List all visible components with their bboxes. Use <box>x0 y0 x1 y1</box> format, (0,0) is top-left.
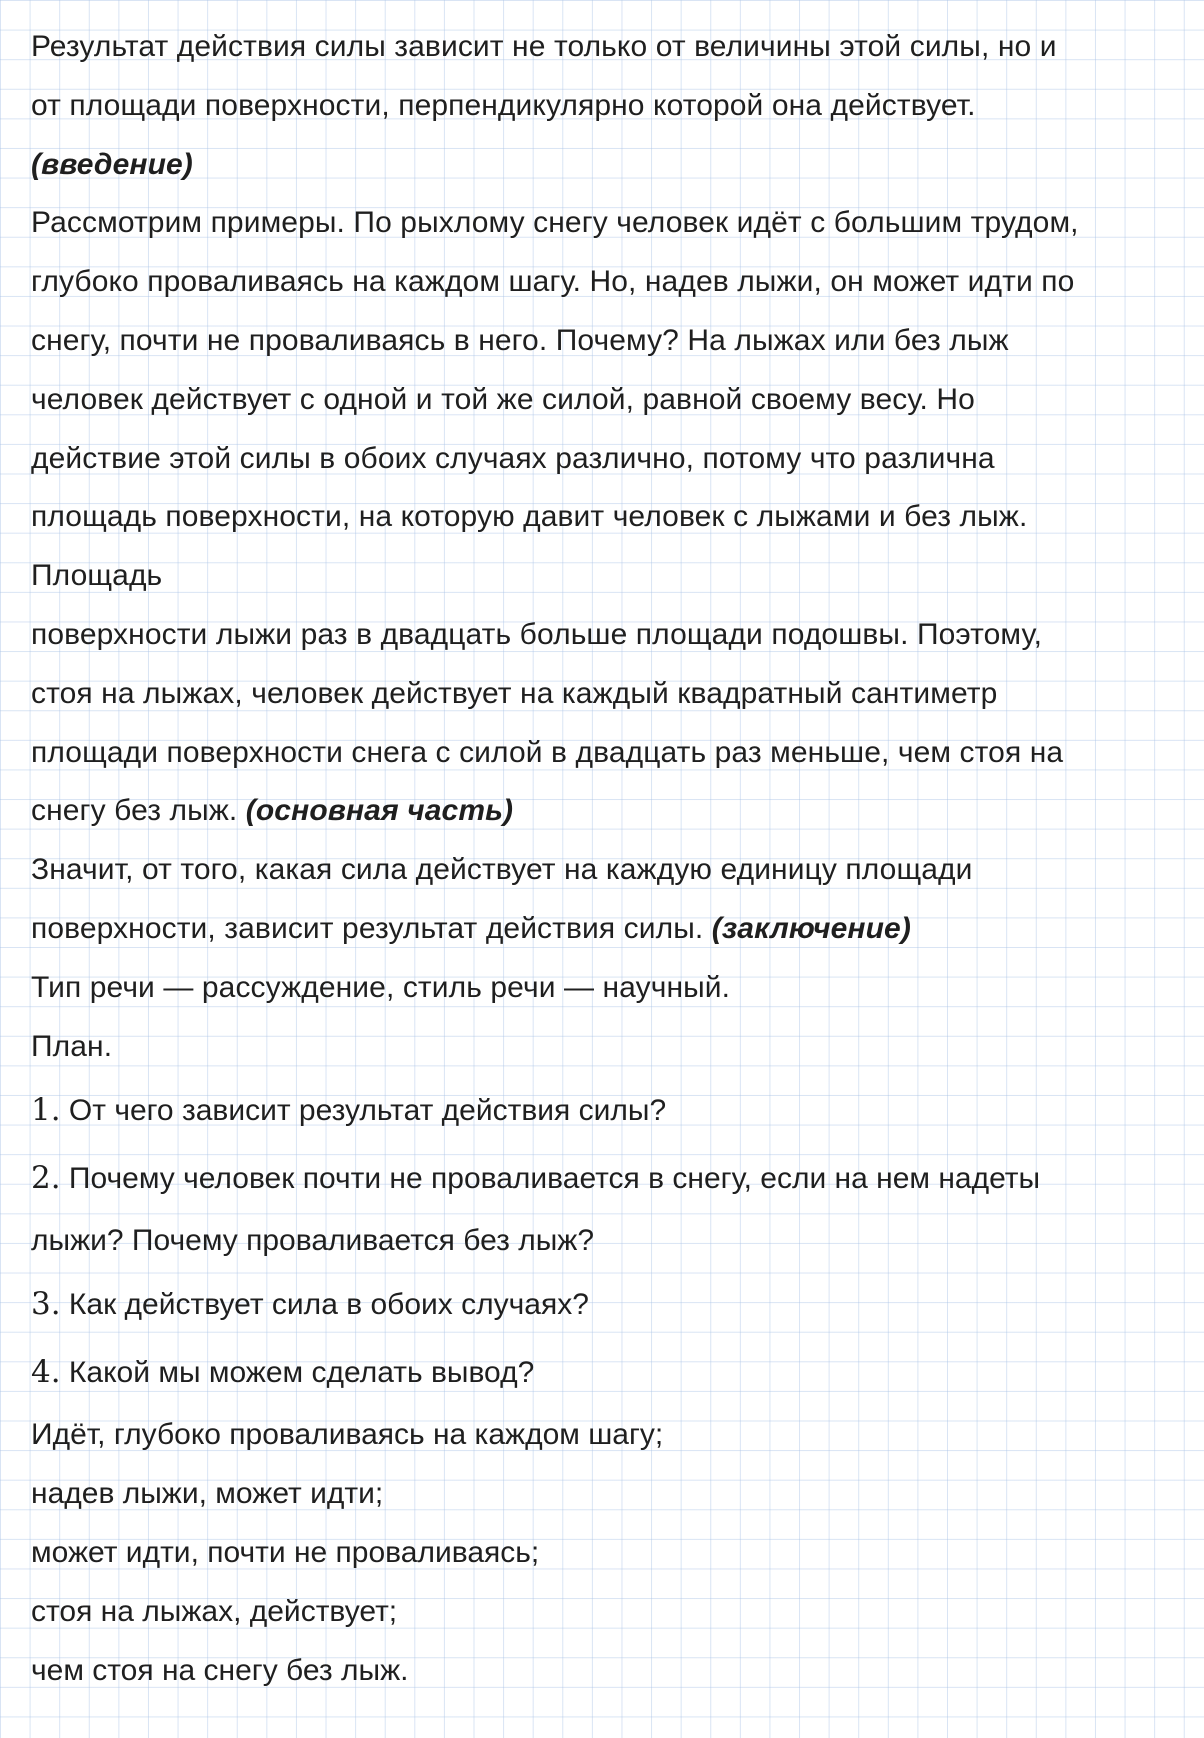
main-line-3: снегу, почти не проваливаясь в него. Почему? На лыжах или без лыж <box>31 323 1009 357</box>
plan-item-1 <box>31 1076 1204 1144</box>
plan-item-4 <box>31 1338 1204 1406</box>
plan-item-3 <box>31 1270 1204 1338</box>
main-line-4: человек действует с одной и той же силой, равной своему весу. Но <box>31 382 975 416</box>
intro-tag: (введение) <box>31 147 193 181</box>
phrase-3: может идти, почти не проваливаясь; <box>31 1535 540 1569</box>
main-line-8: поверхности лыжи раз в двадцать больше площади подошвы. Поэтому, <box>31 617 1043 651</box>
main-line-2: глубоко проваливаясь на каждом шагу. Но, надев лыжи, он может идти по <box>31 265 1075 299</box>
conclusion-tag: (заключение) <box>711 911 911 945</box>
main-last-text: снегу без лыж. <box>31 794 246 828</box>
main-line-9: стоя на лыжах, человек действует на каждый квадратный сантиметр <box>31 676 998 710</box>
main-line-10: площади поверхности снега с силой в двадцать раз меньше, чем стоя на <box>31 735 1064 769</box>
phrase-1: Идёт, глубоко проваливаясь на каждом шагу; <box>31 1418 664 1452</box>
plan-item-number: 2. <box>31 1160 61 1197</box>
plan-item-text: От чего зависит результат действия силы? <box>60 1094 667 1128</box>
plan-item-2 <box>31 1144 1204 1212</box>
main-line-7: Площадь <box>31 559 163 593</box>
main-line-5: действие этой силы в обоих случаях различно, потому что различна <box>31 441 995 475</box>
plan-item-text: Какой мы можем сделать вывод? <box>60 1356 535 1390</box>
plan-item-number: 1. <box>31 1092 61 1129</box>
plan-item-text: Как действует сила в обоих случаях? <box>60 1288 589 1322</box>
plan-item-2-continuation: лыжи? Почему проваливается без лыж? <box>31 1224 595 1258</box>
main-last-line <box>31 782 1204 841</box>
phrase-5: чем стоя на снегу без лыж. <box>31 1653 409 1687</box>
plan-item-number: 3. <box>31 1286 61 1323</box>
main-line-1: Рассмотрим примеры. По рыхлому снегу человек идёт с большим трудом, <box>31 206 1079 240</box>
main-tag: (основная часть) <box>245 794 514 828</box>
plan-item-number: 4. <box>31 1354 61 1391</box>
intro-line-2: от площади поверхности, перпендикулярно которой она действует. <box>31 88 976 122</box>
phrase-4: стоя на лыжах, действует; <box>31 1594 398 1628</box>
intro-line-1: Результат действия силы зависит не только от величины этой силы, но и <box>31 30 1057 63</box>
conclusion-line-2 <box>31 900 1204 959</box>
plan-title: План. <box>31 1029 113 1063</box>
phrase-2: надев лыжи, может идти; <box>31 1477 384 1511</box>
speech-type: Тип речи — рассуждение, стиль речи — научный. <box>31 970 731 1004</box>
plan-item-text: Почему человек почти не проваливается в снегу, если на нем надеты <box>60 1162 1041 1196</box>
conclusion-line-1: Значит, от того, какая сила действует на каждую единицу площади <box>31 853 973 887</box>
conclusion-text: поверхности, зависит результат действия силы. <box>31 911 712 945</box>
intro-tag-line <box>31 136 1204 195</box>
main-line-6: площадь поверхности, на которую давит человек с лыжами и без лыж. <box>31 500 1028 534</box>
